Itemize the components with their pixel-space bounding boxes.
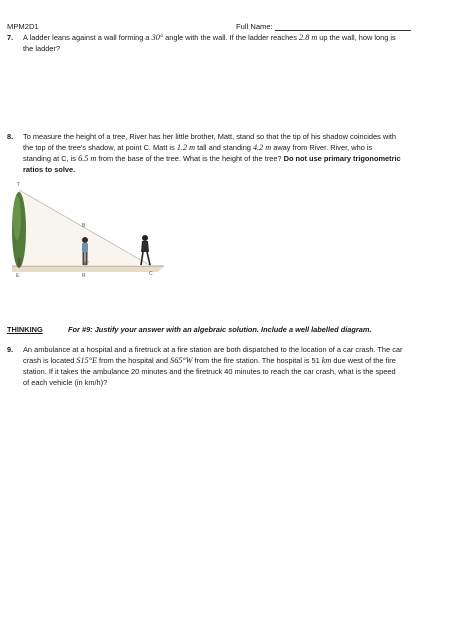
q7-text-b: angle with the wall. If the ladder reaches xyxy=(163,33,300,42)
q8-line3-b: from the base of the tree. What is the height of the tree? xyxy=(96,154,284,163)
question-text xyxy=(23,32,467,54)
tree-shadow-diagram xyxy=(8,178,168,282)
question-number: 9. xyxy=(7,345,14,354)
q7-angle: 30° xyxy=(151,33,164,42)
q7-text-c: up the wall, how long is xyxy=(317,33,396,42)
name-field[interactable] xyxy=(236,22,411,31)
question-text xyxy=(23,131,469,175)
question-number: 7. xyxy=(7,33,14,42)
label-T: T xyxy=(17,182,21,188)
label-B: B xyxy=(82,223,86,229)
q9-line2-c: from the fire station. The hospital is 51 xyxy=(192,356,322,365)
q9-line3: station. If it takes the ambulance 20 minutes and the firetruck 40 minutes to reach the car crash, what is the speed xyxy=(23,367,396,376)
q8-line2-c: away from River. River, who is xyxy=(271,143,373,152)
q9-line2-d: due west of the fire xyxy=(331,356,396,365)
tree-trunk xyxy=(18,258,20,266)
name-blank-line[interactable] xyxy=(275,22,411,31)
q9-line4: of each vehicle (in km/h)? xyxy=(23,378,108,387)
thinking-section xyxy=(7,324,469,335)
thinking-instruction: For #9: Justify your answer with an algebraic solution. Include a well labelled diagram. xyxy=(68,325,372,334)
label-E: E xyxy=(16,273,20,279)
name-label: Full Name: xyxy=(236,22,273,31)
q9-line2-a: crash is located xyxy=(23,356,77,365)
question-text xyxy=(23,344,469,388)
q7-height: 2.8 m xyxy=(299,33,318,42)
q8-matt-height: 1.2 m xyxy=(176,143,196,152)
q9-line2-b: from the hospital and xyxy=(96,356,171,365)
q8-river-dist: 6.5 m xyxy=(78,154,97,163)
question-number: 8. xyxy=(7,132,14,141)
q9-bearing2: S65°W xyxy=(170,356,193,365)
q9-bearing1: S15°E xyxy=(76,356,97,365)
q9-unit: km xyxy=(321,356,332,365)
q8-line2-a: the top of the tree's shadow, at point C. Matt is xyxy=(23,143,177,152)
q8-line3-a: standing at C, is xyxy=(23,154,79,163)
label-C: C xyxy=(149,271,153,277)
q7-line2: the ladder? xyxy=(23,44,60,53)
river-figure xyxy=(141,235,150,265)
thinking-heading: THINKING xyxy=(7,325,43,334)
q8-line3-bold: Do not use primary trigonometric xyxy=(283,154,401,163)
q8-line4-bold: ratios to solve. xyxy=(23,165,76,174)
q8-line2-b: tall and standing xyxy=(195,143,253,152)
q7-text-a: A ladder leans against a wall forming a xyxy=(23,33,152,42)
q9-line1: An ambulance at a hospital and a firetruck at a fire station are both dispatched to the location of a car crash. The car xyxy=(23,345,403,354)
label-R: R xyxy=(82,273,86,279)
q8-line1: To measure the height of a tree, River has her little brother, Matt, stand so that the tip of his shadow coincides with xyxy=(23,132,397,141)
tree-foliage-highlight xyxy=(13,196,21,240)
ground xyxy=(12,266,164,272)
course-code: MPM2D1 xyxy=(7,22,39,31)
q8-matt-dist: 4.2 m xyxy=(252,143,272,152)
